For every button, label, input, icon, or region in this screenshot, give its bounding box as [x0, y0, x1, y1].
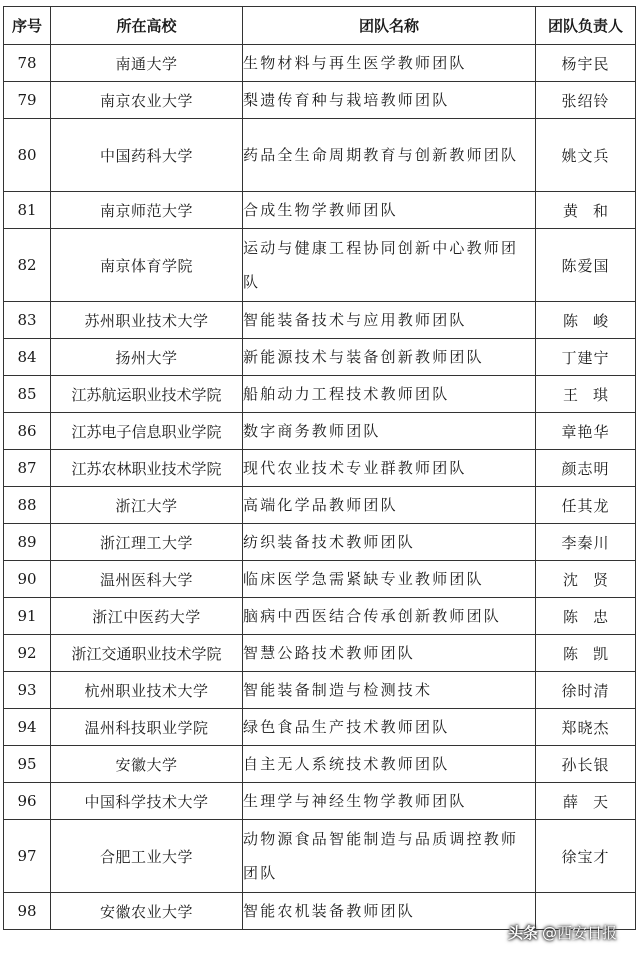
cell-team: 合成生物学教师团队 [243, 192, 536, 229]
cell-no: 92 [4, 635, 51, 672]
table-row [4, 820, 636, 893]
cell-school: 南京农业大学 [51, 82, 243, 119]
cell-school: 浙江交通职业技术学院 [51, 635, 243, 672]
cell-no: 88 [4, 487, 51, 524]
cell-team: 生理学与神经生物学教师团队 [243, 783, 536, 820]
cell-leader: 任其龙 [536, 487, 636, 524]
table-row [4, 561, 636, 598]
cell-no: 83 [4, 302, 51, 339]
table-row [4, 192, 636, 229]
cell-no: 97 [4, 820, 51, 893]
cell-school: 南京师范大学 [51, 192, 243, 229]
cell-school: 江苏电子信息职业学院 [51, 413, 243, 450]
header-school: 所在高校 [51, 7, 243, 45]
cell-leader: 张绍铃 [536, 82, 636, 119]
cell-leader: 孙长银 [536, 746, 636, 783]
cell-school: 扬州大学 [51, 339, 243, 376]
header-no: 序号 [4, 7, 51, 45]
header-team: 团队名称 [243, 7, 536, 45]
cell-no: 91 [4, 598, 51, 635]
cell-team: 纺织装备技术教师团队 [243, 524, 536, 561]
cell-no: 79 [4, 82, 51, 119]
header-row [4, 7, 636, 45]
cell-leader: 陈峻 [536, 302, 636, 339]
cell-team: 脑病中西医结合传承创新教师团队 [243, 598, 536, 635]
table-row [4, 450, 636, 487]
cell-school: 中国科学技术大学 [51, 783, 243, 820]
cell-no: 89 [4, 524, 51, 561]
cell-school: 安徽农业大学 [51, 893, 243, 930]
table-row [4, 746, 636, 783]
cell-team: 梨遗传育种与栽培教师团队 [243, 82, 536, 119]
cell-leader: 陈凯 [536, 635, 636, 672]
cell-school: 合肥工业大学 [51, 820, 243, 893]
cell-no: 78 [4, 45, 51, 82]
teams-table [3, 6, 636, 930]
cell-no: 98 [4, 893, 51, 930]
cell-team: 高端化学品教师团队 [243, 487, 536, 524]
cell-leader: 沈贤 [536, 561, 636, 598]
cell-school: 江苏航运职业技术学院 [51, 376, 243, 413]
table-row [4, 339, 636, 376]
cell-leader: 徐时清 [536, 672, 636, 709]
cell-team: 新能源技术与装备创新教师团队 [243, 339, 536, 376]
cell-no: 81 [4, 192, 51, 229]
cell-school: 安徽大学 [51, 746, 243, 783]
cell-school: 浙江理工大学 [51, 524, 243, 561]
cell-school: 浙江中医药大学 [51, 598, 243, 635]
table-row [4, 413, 636, 450]
table-row [4, 672, 636, 709]
cell-team: 临床医学急需紧缺专业教师团队 [243, 561, 536, 598]
cell-leader: 李秦川 [536, 524, 636, 561]
cell-leader: 杨宇民 [536, 45, 636, 82]
cell-team: 自主无人系统技术教师团队 [243, 746, 536, 783]
cell-leader: 姚文兵 [536, 119, 636, 192]
watermark-logo: 头条 [508, 923, 539, 942]
table-row [4, 598, 636, 635]
table-row [4, 229, 636, 302]
cell-team: 运动与健康工程协同创新中心教师团队 [243, 229, 536, 302]
cell-school: 杭州职业技术大学 [51, 672, 243, 709]
table-row [4, 524, 636, 561]
watermark [508, 918, 617, 946]
cell-leader: 颜志明 [536, 450, 636, 487]
cell-team: 数字商务教师团队 [243, 413, 536, 450]
cell-leader: 丁建宁 [536, 339, 636, 376]
watermark-text: @西安日报 [542, 923, 618, 942]
cell-no: 80 [4, 119, 51, 192]
cell-leader: 陈爱国 [536, 229, 636, 302]
cell-school: 浙江大学 [51, 487, 243, 524]
table-row [4, 376, 636, 413]
table-row [4, 635, 636, 672]
table-row [4, 302, 636, 339]
table-body [4, 45, 636, 930]
cell-no: 90 [4, 561, 51, 598]
cell-no: 87 [4, 450, 51, 487]
cell-no: 84 [4, 339, 51, 376]
cell-school: 苏州职业技术大学 [51, 302, 243, 339]
cell-leader: 郑晓杰 [536, 709, 636, 746]
cell-no: 93 [4, 672, 51, 709]
cell-team: 船舶动力工程技术教师团队 [243, 376, 536, 413]
cell-no: 82 [4, 229, 51, 302]
cell-team: 动物源食品智能制造与品质调控教师团队 [243, 820, 536, 893]
cell-no: 85 [4, 376, 51, 413]
cell-no: 86 [4, 413, 51, 450]
cell-leader: 徐宝才 [536, 820, 636, 893]
cell-leader: 黄和 [536, 192, 636, 229]
table-row [4, 783, 636, 820]
table-row [4, 45, 636, 82]
cell-team: 智慧公路技术教师团队 [243, 635, 536, 672]
table-row [4, 709, 636, 746]
cell-team: 绿色食品生产技术教师团队 [243, 709, 536, 746]
table-row [4, 119, 636, 192]
cell-school: 江苏农林职业技术学院 [51, 450, 243, 487]
table-row [4, 82, 636, 119]
cell-school: 温州科技职业学院 [51, 709, 243, 746]
cell-team: 现代农业技术专业群教师团队 [243, 450, 536, 487]
cell-no: 96 [4, 783, 51, 820]
cell-team: 生物材料与再生医学教师团队 [243, 45, 536, 82]
cell-school: 南通大学 [51, 45, 243, 82]
header-leader: 团队负责人 [536, 7, 636, 45]
cell-team: 智能装备技术与应用教师团队 [243, 302, 536, 339]
cell-school: 南京体育学院 [51, 229, 243, 302]
cell-leader: 陈忠 [536, 598, 636, 635]
cell-team: 智能装备制造与检测技术 [243, 672, 536, 709]
cell-school: 温州医科大学 [51, 561, 243, 598]
cell-no: 95 [4, 746, 51, 783]
cell-no: 94 [4, 709, 51, 746]
table-row [4, 487, 636, 524]
cell-leader: 薛天 [536, 783, 636, 820]
cell-leader: 王琪 [536, 376, 636, 413]
cell-leader: 章艳华 [536, 413, 636, 450]
cell-school: 中国药科大学 [51, 119, 243, 192]
cell-team: 智能农机装备教师团队 [243, 893, 536, 930]
cell-team: 药品全生命周期教育与创新教师团队 [243, 119, 536, 192]
